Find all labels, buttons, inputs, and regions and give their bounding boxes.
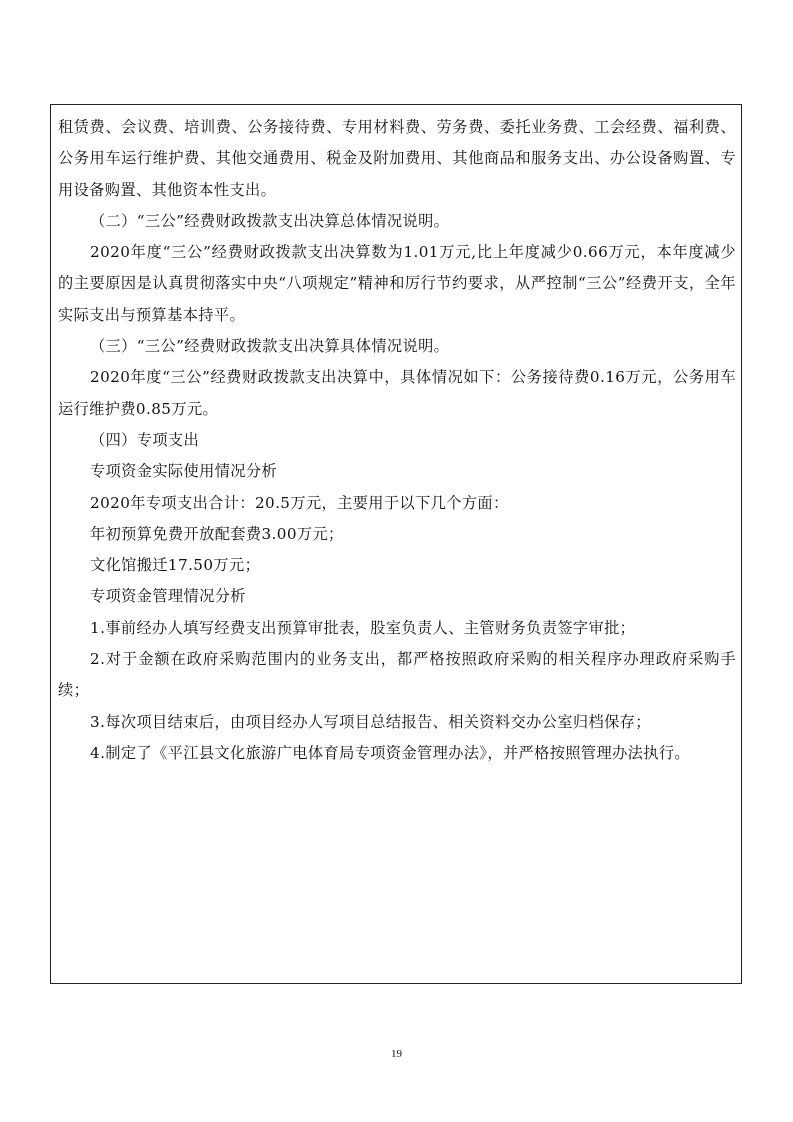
- paragraph: 2020年度“三公”经费财政拨款支出决算中，具体情况如下：公务接待费0.16万元，公务用车运行维护费0.85万元。: [58, 368, 736, 418]
- list-item: 年初预算免费开放配套费3.00万元；: [90, 524, 344, 543]
- numbered-item: 2.对于金额在政府采购范围内的业务支出，都严格按照政府采购的相关程序办理政府采购手续；: [58, 650, 736, 700]
- section-heading-3: （三）“三公”经费财政拨款支出决算具体情况说明。: [90, 337, 450, 356]
- subheading: 专项资金实际使用情况分析: [90, 462, 278, 481]
- list-item: 文化馆搬迁17.50万元；: [90, 556, 261, 575]
- paragraph: 租赁费、会议费、培训费、公务接待费、专用材料费、劳务费、委托业务费、工会经费、福利费、公务用车运行维护费、其他交通费用、税金及附加费用、其他商品和服务支出、办公设备购置、专用设备购置、其他资本性支出。: [58, 118, 736, 199]
- page-number: 19: [391, 1048, 402, 1060]
- section-heading-4: （四）专项支出: [90, 430, 200, 449]
- document-body: [58, 112, 736, 769]
- paragraph: 2020年专项支出合计：20.5万元，主要用于以下几个方面：: [90, 493, 509, 512]
- paragraph: 2020年度“三公”经费财政拨款支出决算数为1.01万元,比上年度减少0.66万元，本年度减少的主要原因是认真贯彻落实中央“八项规定”精神和厉行节约要求，从严控制“三公”经费开支，全年实际支出与预算基本持平。: [58, 243, 736, 324]
- numbered-item: 4.制定了《平江县文化旅游广电体育局专项资金管理办法》，并严格按照管理办法执行。: [90, 743, 691, 762]
- numbered-item: 1.事前经办人填写经费支出预算审批表，股室负责人、主管财务负责签字审批；: [90, 618, 636, 637]
- numbered-item: 3.每次项目结束后，由项目经办人写项目总结报告、相关资料交办公室归档保存；: [90, 712, 651, 731]
- subheading: 专项资金管理情况分析: [90, 587, 246, 606]
- section-heading-2: （二）“三公”经费财政拨款支出决算总体情况说明。: [90, 211, 450, 230]
